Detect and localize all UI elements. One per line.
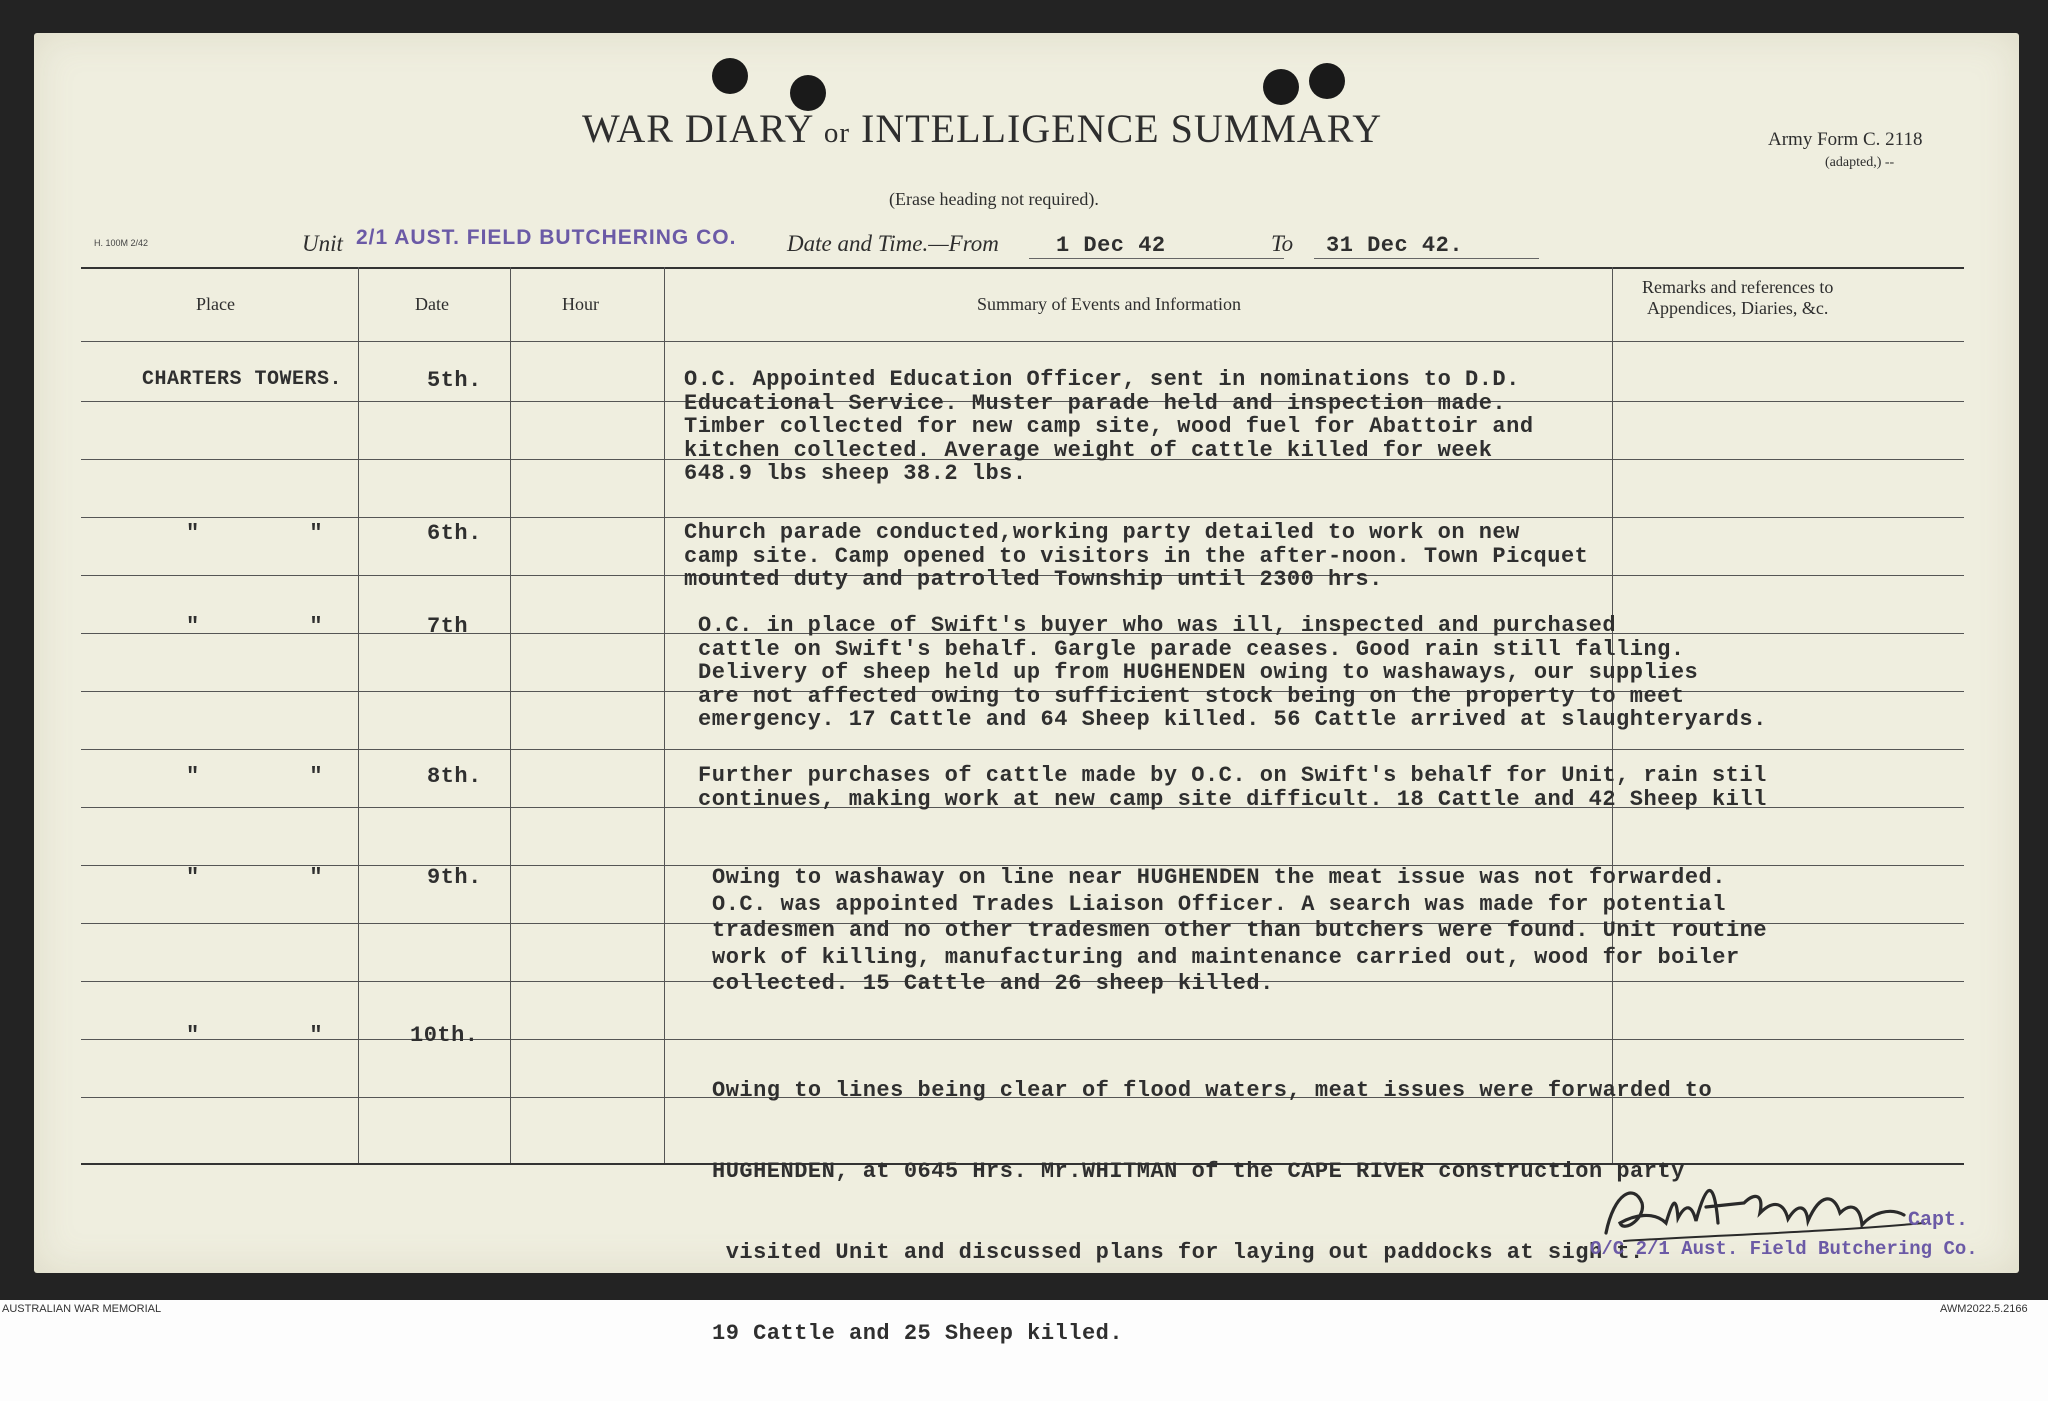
entry-date: 5th. (427, 368, 482, 393)
signature-unit-stamp: O/C 2/1 Aust. Field Butchering Co. (1590, 1238, 1978, 1260)
title-intelligence-summary: INTELLIGENCE SUMMARY (861, 106, 1383, 151)
summary-line: visited Unit and discussed plans for laying out paddocks at sigh t. (712, 1240, 1644, 1265)
entry-date: 10th. (410, 1023, 479, 1048)
table-rule (81, 517, 1964, 518)
entry-summary (698, 764, 1767, 811)
punch-hole (1309, 63, 1345, 99)
entry-place-ditto: " " (186, 764, 324, 789)
entry-summary (684, 521, 1588, 592)
column-header-hour: Hour (562, 294, 599, 314)
to-underline (1314, 258, 1539, 259)
remarks-header-line: Remarks and references to (1642, 277, 1834, 297)
from-underline (1029, 258, 1284, 259)
footer-item-id: AWM2022.5.2166 (1940, 1303, 2028, 1315)
summary-line: O.C. in place of Swift's buyer who was ill, inspected and purchased (698, 613, 1617, 638)
column-header-place: Place (196, 294, 235, 314)
summary-line: Owing to lines being clear of flood waters, meat issues were forwarded to (712, 1078, 1713, 1103)
entry-date: 9th. (427, 865, 482, 890)
column-header-summary: Summary of Events and Information (977, 294, 1241, 314)
from-date: 1 Dec 42 (1056, 233, 1166, 258)
army-form-adapted: (adapted,) -- (1825, 155, 1895, 170)
entry-date: 8th. (427, 764, 482, 789)
summary-line: Delivery of sheep held up from HUGHENDEN owing to washaways, our supplies (698, 660, 1699, 685)
punch-hole (712, 58, 748, 94)
column-header-remarks (1642, 277, 1833, 319)
footer-archive-name: AUSTRALIAN WAR MEMORIAL (2, 1303, 162, 1315)
entry-summary (712, 1023, 1712, 1401)
column-divider (664, 267, 665, 1163)
summary-line: Church parade conducted,working party detailed to work on new (684, 520, 1520, 545)
title-war-diary: WAR DIARY (582, 106, 813, 151)
table-header-rule (81, 341, 1964, 342)
title-or: or (823, 117, 851, 149)
remarks-header-line: Appendices, Diaries, &c. (1646, 298, 1829, 318)
entry-place: CHARTERS TOWERS. (142, 368, 343, 391)
to-date: 31 Dec 42. (1326, 233, 1464, 258)
summary-line: cattle on Swift's behalf. Gargle parade ceases. Good rain still falling. (698, 636, 1685, 662)
page-title (582, 105, 1382, 152)
summary-line: kitchen collected. Average weight of cattle killed for week (684, 437, 1493, 463)
summary-line: Timber collected for new camp site, wood fuel for Abattoir and (684, 414, 1534, 439)
summary-line: continues, making work at new camp site difficult. 18 Cattle and 42 Sheep kill (698, 786, 1767, 812)
entry-place-ditto: " " (186, 614, 324, 639)
page-subtitle: (Erase heading not required). (889, 189, 1099, 209)
column-divider (358, 267, 359, 1163)
summary-line: camp site. Camp opened to visitors in the after-noon. Town Picquet (684, 543, 1589, 569)
summary-line: mounted duty and patrolled Township until 2300 hrs. (684, 567, 1383, 592)
to-label: To (1271, 231, 1294, 256)
summary-line: emergency. 17 Cattle and 64 Sheep killed. 56 Cattle arrived at slaughteryards. (698, 707, 1767, 732)
summary-line: O.C. was appointed Trades Liaison Officer. A search was made for potential (712, 891, 1726, 917)
summary-line: 648.9 lbs sheep 38.2 lbs. (684, 461, 1027, 486)
punch-hole (1263, 69, 1299, 105)
entry-summary (712, 865, 1767, 998)
entry-place-ditto: " " (186, 1023, 324, 1048)
summary-line: O.C. Appointed Education Officer, sent in nominations to D.D. (684, 367, 1520, 392)
form-print-code: H. 100M 2/42 (94, 238, 149, 248)
entry-summary (684, 368, 1534, 486)
summary-line: Owing to washaway on line near HUGHENDEN the meat issue was not forwarded. (712, 865, 1726, 890)
summary-line: collected. 15 Cattle and 26 sheep killed. (712, 971, 1274, 996)
entry-place-ditto: " " (186, 865, 324, 890)
summary-line: 19 Cattle and 25 Sheep killed. (712, 1321, 1124, 1346)
entry-place-ditto: " " (186, 521, 324, 546)
signature-rank: Capt. (1908, 1209, 1969, 1232)
summary-line: tradesmen and no other tradesmen other than butchers were found. Unit routine (712, 918, 1768, 943)
entry-date: 7th (427, 614, 469, 639)
summary-line: work of killing, manufacturing and maintenance carried out, wood for boiler (712, 944, 1740, 970)
column-header-date: Date (415, 294, 449, 314)
army-form-number: Army Form C. 2118 (1768, 129, 1923, 150)
unit-label: Unit (302, 231, 343, 256)
entry-summary (698, 614, 1767, 732)
summary-line: Further purchases of cattle made by O.C. on Swift's behalf for Unit, rain stil (698, 763, 1767, 788)
column-divider (510, 267, 511, 1163)
summary-line: Educational Service. Muster parade held and inspection made. (684, 390, 1507, 416)
summary-line: HUGHENDEN, at 0645 Hrs. Mr.WHITMAN of the CAPE RIVER construction party (712, 1159, 1685, 1184)
table-top-rule (81, 267, 1964, 269)
date-time-label: Date and Time.—From (787, 231, 999, 256)
table-rule (81, 749, 1964, 750)
summary-line: are not affected owing to sufficient stock being on the property to meet (698, 683, 1685, 709)
entry-date: 6th. (427, 521, 482, 546)
unit-stamp: 2/1 AUST. FIELD BUTCHERING CO. (356, 226, 737, 249)
